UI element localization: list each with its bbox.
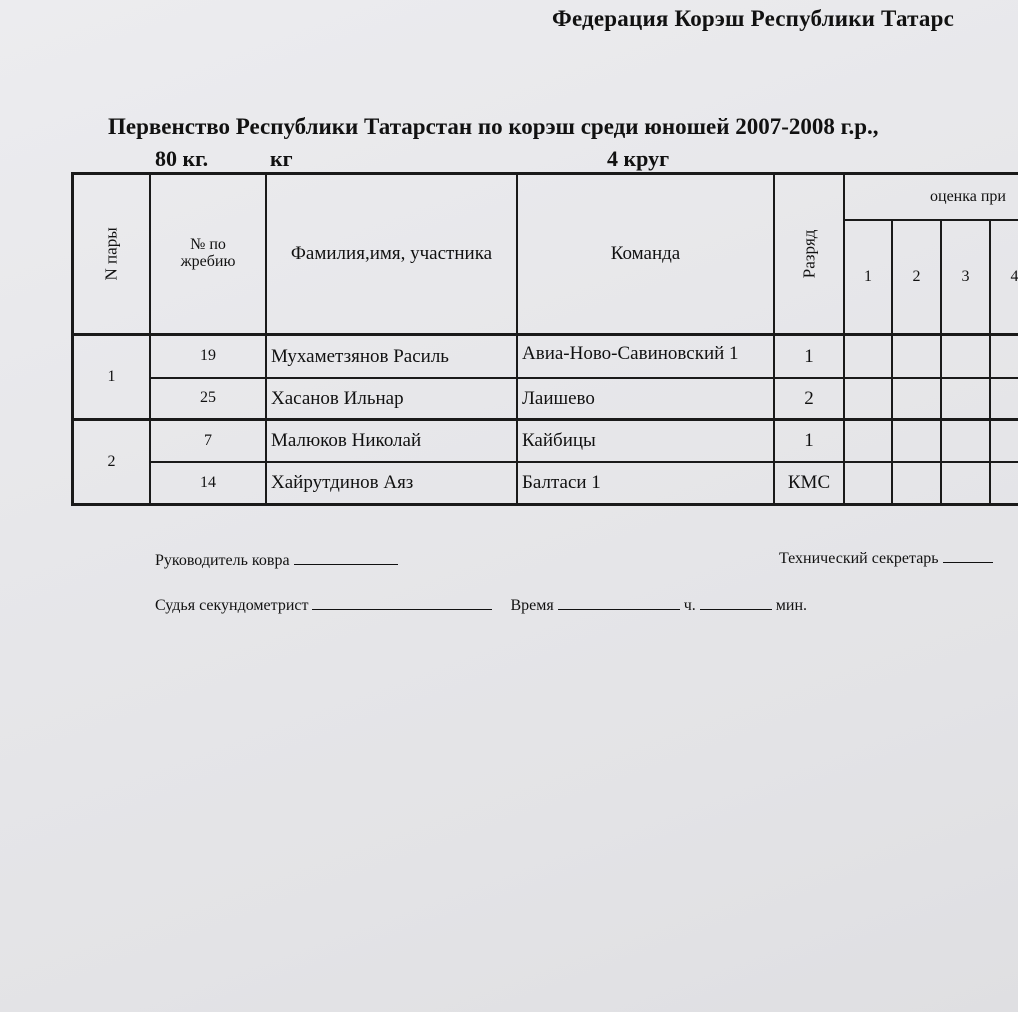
draw-number: 19 <box>200 347 216 365</box>
team-name: Авиа-Ново-Савиновский 1 <box>522 343 739 365</box>
weight-class: 80 кг. <box>155 146 209 171</box>
draw-number: 7 <box>204 431 212 449</box>
participant-name: Мухаметзянов Расиль <box>271 345 449 367</box>
rank: 1 <box>804 430 814 452</box>
tech-secretary-label: Технический секретарь <box>779 550 939 567</box>
header-score-group-label: оценка при <box>930 187 1006 205</box>
hours-label: ч. <box>683 597 696 614</box>
rank: 2 <box>804 387 814 409</box>
mat-head-line <box>294 552 398 565</box>
header-name-label: Фамилия,имя, участника <box>290 243 493 265</box>
mat-head-field <box>155 552 398 570</box>
pair-number: 2 <box>107 452 116 470</box>
time-label: Время <box>510 597 554 614</box>
header-score-3: 3 <box>961 267 970 285</box>
header-score-2: 2 <box>912 267 921 285</box>
header-team-label: Команда <box>610 243 681 265</box>
time-hours-line <box>558 597 680 610</box>
team-name: Кайбицы <box>522 430 596 452</box>
pair-number: 1 <box>107 367 116 385</box>
header-draw-no-label: № по жребию <box>180 236 236 270</box>
team-name: Балтаси 1 <box>522 472 601 494</box>
header-name <box>267 175 516 333</box>
round-label: 4 круг <box>607 146 670 171</box>
rank: 1 <box>804 345 814 367</box>
rank: КМС <box>787 472 831 494</box>
header-rank-label: Разряд <box>799 229 819 279</box>
document-title: Первенство Республики Татарстан по корэш среди юношей 2007-2008 г.р., <box>108 114 879 139</box>
timekeeper-field <box>155 597 807 615</box>
header-rank <box>775 175 843 333</box>
team-name: Лаишево <box>522 387 595 409</box>
participant-name: Малюков Николай <box>271 430 422 452</box>
mat-head-label: Руководитель ковра <box>155 552 290 569</box>
header-pair-no-label: N пары <box>101 227 121 281</box>
time-minutes-line <box>700 597 772 610</box>
timekeeper-label: Судья секундометрист <box>155 597 309 614</box>
participant-name: Хасанов Ильнар <box>271 387 404 409</box>
timekeeper-line <box>312 597 492 610</box>
header-team <box>518 175 773 333</box>
header-score-4: 4 <box>1010 267 1018 285</box>
federation-header: Федерация Корэш Республики Татарс <box>552 6 955 31</box>
header-score-group <box>924 175 1018 219</box>
header-draw-no <box>168 175 248 333</box>
header-pair-no <box>74 175 149 333</box>
header-score-1: 1 <box>864 267 872 285</box>
tech-secretary-field <box>779 550 993 568</box>
draw-number: 14 <box>200 473 216 491</box>
participant-name: Хайрутдинов Аяз <box>271 472 414 494</box>
tech-secretary-line <box>943 550 993 563</box>
draw-number: 25 <box>200 389 216 407</box>
table-border-bottom <box>71 503 1018 506</box>
minutes-label: мин. <box>775 597 808 614</box>
weight-unit: кг <box>270 146 293 171</box>
